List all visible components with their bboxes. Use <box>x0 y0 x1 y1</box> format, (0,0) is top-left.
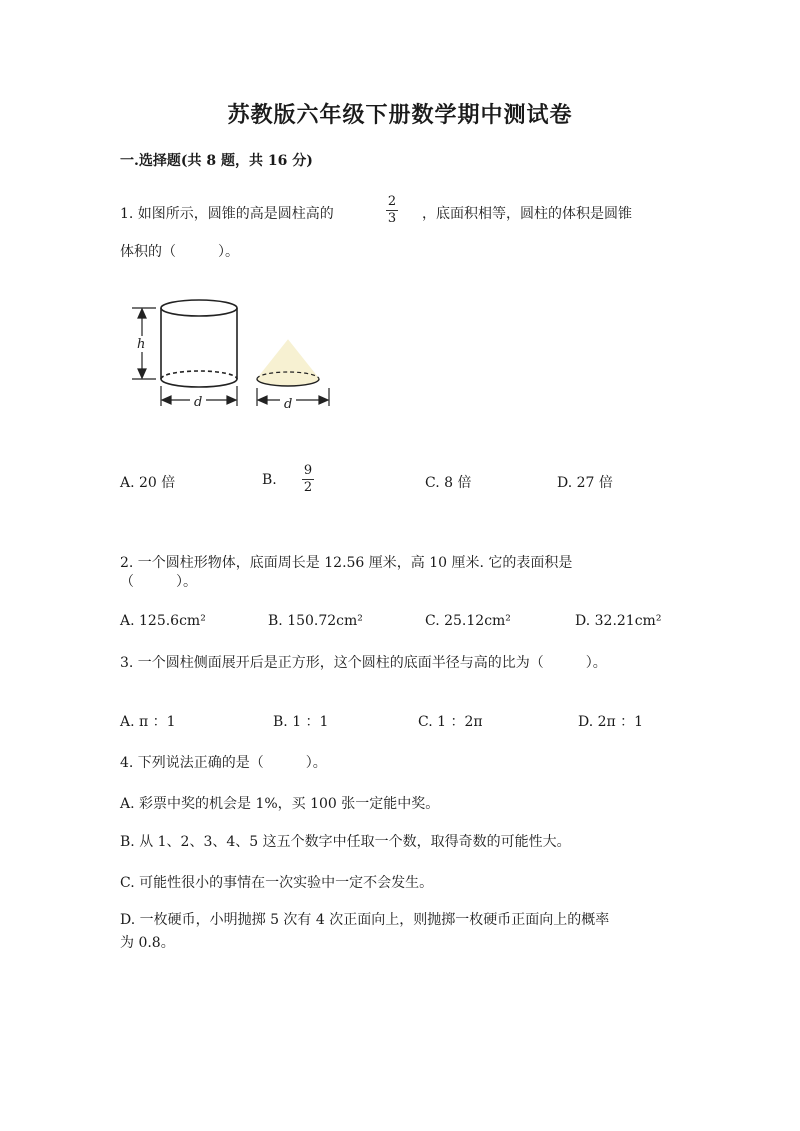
q1-option-b-fraction <box>302 464 314 495</box>
q3-option-a[interactable]: A. π ：1 <box>120 714 176 730</box>
q2-text-line-2: （ ）。 <box>120 574 197 590</box>
cone-shape <box>257 340 319 386</box>
q2-option-c[interactable]: C. 25.12cm² <box>425 613 511 629</box>
cylinder-diameter-label: d <box>194 395 203 410</box>
q1-option-c[interactable]: C. 8 倍 <box>425 475 472 491</box>
q1-text-part-c: 体积的（ ）。 <box>120 244 239 260</box>
q1-option-b[interactable]: B. <box>262 472 277 488</box>
q4-option-b[interactable]: B. 从 1、2、3、4、5 这五个数字中任取一个数，取得奇数的可能性大。 <box>120 834 571 850</box>
q1-option-d[interactable]: D. 27 倍 <box>557 475 613 491</box>
q3-option-c[interactable]: C. 1 ：2π <box>418 714 483 730</box>
q2-option-a[interactable]: A. 125.6cm² <box>120 613 206 629</box>
q1-figure <box>128 296 340 418</box>
q1-option-b-denominator: 2 <box>303 480 313 495</box>
q3-text: 3. 一个圆柱侧面展开后是正方形，这个圆柱的底面半径与高的比为（ ）。 <box>120 655 607 671</box>
q3-option-b[interactable]: B. 1 ：1 <box>273 714 329 730</box>
q1-text-part-b: ，底面积相等，圆柱的体积是圆锥 <box>422 206 632 222</box>
q4-option-c[interactable]: C. 可能性很小的事情在一次实验中一定不会发生。 <box>120 875 434 891</box>
q2-option-d[interactable]: D. 32.21cm² <box>575 613 662 629</box>
q1-option-b-numerator: 9 <box>303 463 313 478</box>
cone-diameter-label: d <box>284 397 293 412</box>
q2-text-line-1: 2. 一个圆柱形物体，底面周长是 12.56 厘米，高 10 厘米. 它的表面积是 <box>120 555 573 571</box>
section-heading: 一.选择题(共 8 题，共 16 分) <box>120 153 313 169</box>
q4-text: 4. 下列说法正确的是（ ）。 <box>120 755 327 771</box>
q1-fraction-denominator: 3 <box>387 211 397 226</box>
cylinder-height-label: h <box>137 337 146 352</box>
q2-option-b[interactable]: B. 150.72cm² <box>268 613 363 629</box>
cone-diameter-dimension <box>257 388 329 406</box>
q4-option-d-line-2[interactable]: 为 0.8。 <box>120 935 175 951</box>
q1-fraction <box>386 195 398 226</box>
page-title: 苏教版六年级下册数学期中测试卷 <box>227 102 573 128</box>
cylinder-cone-figure <box>128 296 340 414</box>
q1-text-part-a: 1. 如图所示，圆锥的高是圆柱高的 <box>120 206 334 222</box>
q3-option-d[interactable]: D. 2π ：1 <box>578 714 644 730</box>
q4-option-a[interactable]: A. 彩票中奖的机会是 1%，买 100 张一定能中奖。 <box>120 796 440 812</box>
q4-option-d-line-1[interactable]: D. 一枚硬币，小明抛掷 5 次有 4 次正面向上，则抛掷一枚硬币正面向上的概率 <box>120 912 610 928</box>
cylinder-shape <box>161 300 237 387</box>
q1-option-a[interactable]: A. 20 倍 <box>120 475 176 491</box>
q1-fraction-numerator: 2 <box>387 194 397 209</box>
